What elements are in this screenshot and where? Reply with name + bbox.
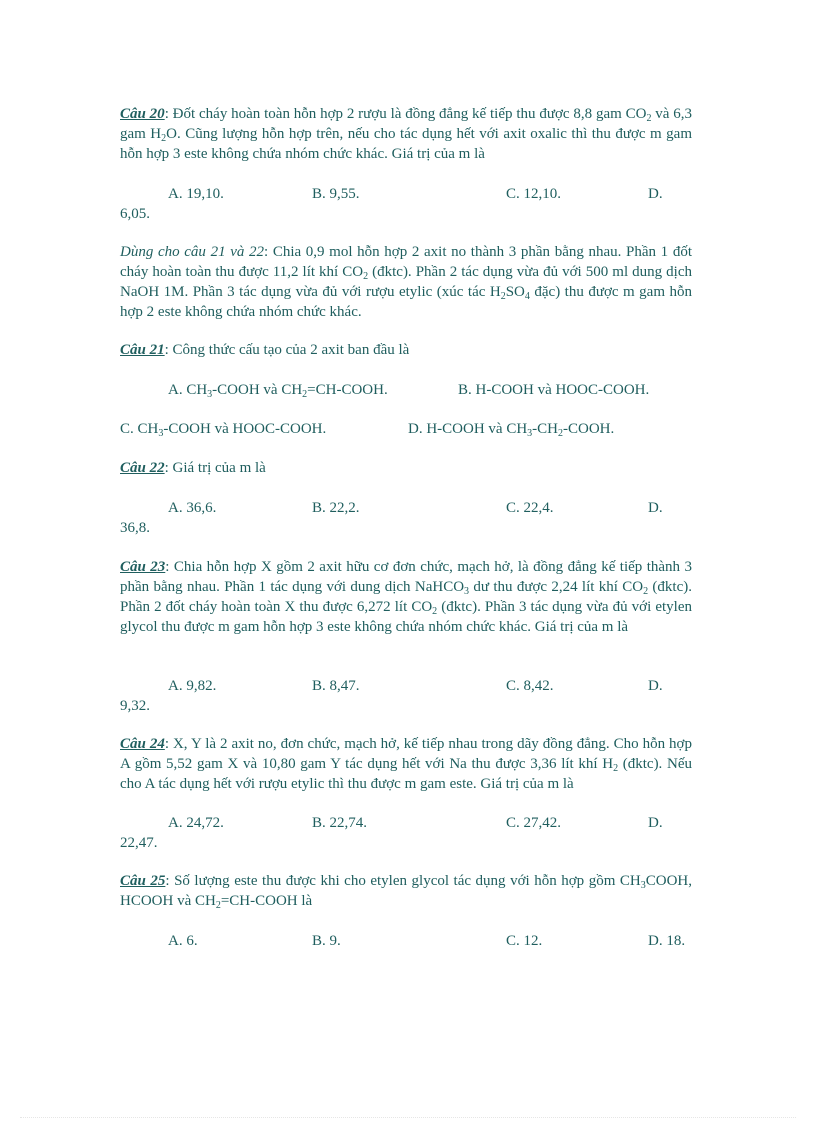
question-text: : Công thức cấu tạo của 2 axit ban đầu là xyxy=(164,342,410,358)
option-b: B. H-COOH và HOOC-COOH. xyxy=(458,382,650,398)
context-text: (đktc). Phần 2 tác dụng vừa đủ với 500 ml dung dịch NaOH 1M. Phần 3 tác dụng vừa đủ với rượu etylic (xúc tác H xyxy=(120,264,692,300)
page-bottom-divider xyxy=(20,1117,796,1118)
option-d-value: 6,05. xyxy=(120,206,150,222)
subscript: 2 xyxy=(500,291,506,302)
option-b: B. 22,74. xyxy=(312,815,368,831)
option-b: B. 9. xyxy=(312,933,341,949)
option-d-value: 22,47. xyxy=(120,835,158,851)
question-label: Câu 23 xyxy=(120,559,166,575)
question-24 xyxy=(120,734,692,794)
option-b: B. 9,55. xyxy=(312,186,360,202)
question-text: : X, Y là 2 axit no, đơn chức, mạch hở, kế tiếp nhau trong dãy đồng đẳng. Cho hỗn hợp A gồm 5,52 gam X và 10,80 gam Y tác dụng hết với Na thu được 3,36 lít khí H xyxy=(120,736,692,772)
option-a: A. 24,72. xyxy=(168,815,224,831)
subscript: 4 xyxy=(524,291,530,302)
subscript: 3 xyxy=(640,880,646,891)
question-text: O. Cũng lượng hỗn hợp trên, nếu cho tác dụng hết với axit oxalic thì thu được m gam hỗn hợp 3 este không chứa nhóm chức khác. Giá trị của m là xyxy=(120,126,692,162)
option-d: D. 18. xyxy=(648,933,686,949)
subscript: 2 xyxy=(432,606,438,617)
subscript: 2 xyxy=(363,271,369,282)
option-b: B. 8,47. xyxy=(312,678,360,694)
option-d: D. xyxy=(648,500,663,516)
option-c: C. $CH_3$-COOH và HOOC-COOH. xyxy=(120,421,327,439)
question-25 xyxy=(120,871,692,911)
option-a: A. 9,82. xyxy=(168,678,217,694)
option-c: C. 8,42. xyxy=(506,678,554,694)
context-text: SO xyxy=(505,284,525,300)
question-text: và 6,3 gam H xyxy=(120,106,692,142)
question-22 xyxy=(120,458,692,478)
option-a: A. 19,10. xyxy=(168,186,224,202)
question-text: (đktc). Phần 3 tác dụng vừa đủ với etylen glycol thu được m gam hỗn hợp 3 este không chứa nhóm chức khác. Giá trị của m là xyxy=(120,599,692,635)
question-text: (đktc). Phần 2 đốt cháy hoàn toàn X thu được 6,272 lít CO xyxy=(120,579,692,615)
question-label: Câu 21 xyxy=(120,342,165,358)
option-d: D. xyxy=(648,678,663,694)
question-text: (đktc). Nếu cho A tác dụng hết với rượu etylic thì thu được m gam este. Giá trị của m là xyxy=(120,756,692,792)
option-c: C. 27,42. xyxy=(506,815,562,831)
subscript: 2 xyxy=(613,763,619,774)
option-b: B. 22,2. xyxy=(312,500,360,516)
option-d-value: 9,32. xyxy=(120,698,150,714)
option-c: C. 12. xyxy=(506,933,543,949)
context-text: : Chia 0,9 mol hỗn hợp 2 axit no thành 3 phần bằng nhau. Phần 1 đốt cháy hoàn toàn thu được 11,2 lít khí CO xyxy=(120,244,692,280)
question-23 xyxy=(120,557,692,637)
option-d: D. xyxy=(648,186,663,202)
question-label: Câu 22 xyxy=(120,460,165,476)
option-a: A. 6. xyxy=(168,933,198,949)
question-label: Câu 20 xyxy=(120,106,165,122)
question-20 xyxy=(120,104,692,164)
question-text: : Giá trị của m là xyxy=(164,460,266,476)
question-text: dư thu được 2,24 lít khí CO xyxy=(469,579,644,595)
question-text: : Đốt cháy hoàn toàn hỗn hợp 2 rượu là đồng đẳng kế tiếp thu được 8,8 gam CO xyxy=(164,106,647,122)
context-text: đặc) thu được m gam hỗn hợp 2 este không chứa nhóm chức khác. xyxy=(120,284,692,320)
question-21 xyxy=(120,340,692,360)
question-text: COOH, HCOOH và CH xyxy=(120,873,692,909)
option-d: D. xyxy=(648,815,663,831)
subscript: 2 xyxy=(161,133,167,144)
subscript: 2 xyxy=(643,586,649,597)
context-label: Dùng cho câu 21 và 22 xyxy=(120,244,265,260)
option-a: A. 36,6. xyxy=(168,500,217,516)
question-text: : Chia hỗn hợp X gồm 2 axit hữu cơ đơn chức, mạch hở, là đồng đẳng kế tiếp thành 3 phần bằng nhau. Phần 1 tác dụng với dung dịch NaHCO xyxy=(120,559,692,595)
option-a: A. $CH_3$-COOH và $CH_2=CH$-COOH. xyxy=(168,382,388,400)
option-d: D. H-COOH và $CH_3-CH_2$-COOH. xyxy=(408,421,615,439)
question-text: =CH-COOH là xyxy=(220,893,313,909)
question-label: Câu 24 xyxy=(120,736,165,752)
subscript: 3 xyxy=(464,586,470,597)
subscript: 2 xyxy=(646,113,652,124)
option-c: C. 22,4. xyxy=(506,500,554,516)
option-d-value: 36,8. xyxy=(120,520,150,536)
option-c: C. 12,10. xyxy=(506,186,562,202)
question-label: Câu 25 xyxy=(120,873,166,889)
question-text: : Số lượng este thu được khi cho etylen glycol tác dụng với hỗn hợp gồm CH xyxy=(165,873,641,889)
subscript: 2 xyxy=(215,900,221,911)
shared-context-21-22 xyxy=(120,242,692,322)
